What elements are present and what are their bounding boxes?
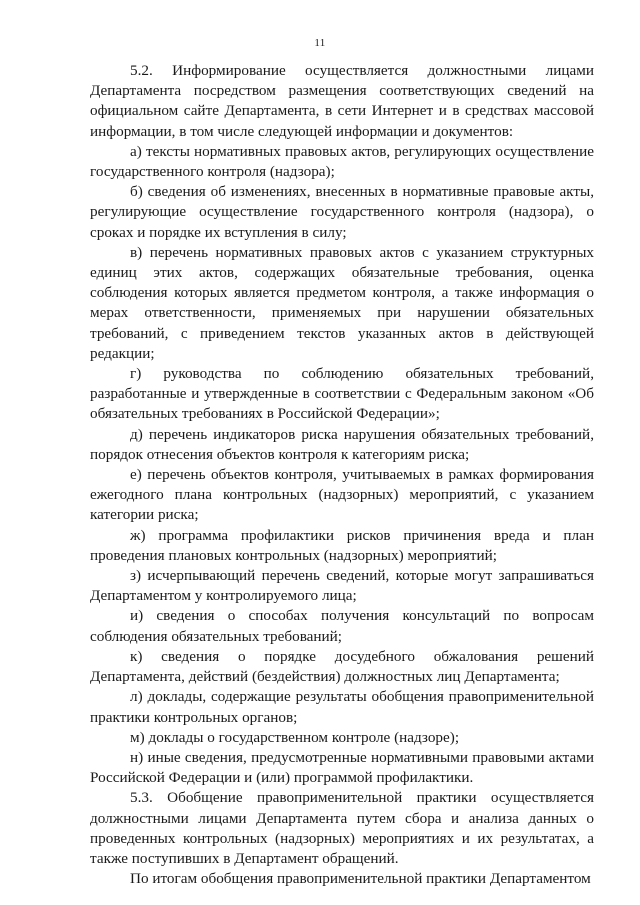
list-item-g: г) руководства по соблюдению обязательных требований, разработанные и утвержденные в соответствии с Федеральным законом «Об обязательных требованиях в Российской Федерации»; — [90, 365, 594, 423]
list-item-d: д) перечень индикаторов риска нарушения обязательных требований, порядок отнесения объектов контроля к категориям риска; — [90, 425, 594, 463]
list-item-i: и) сведения о способах получения консультаций по вопросам соблюдения обязательных требований; — [90, 607, 594, 645]
list-item-z: з) исчерпывающий перечень сведений, которые могут запрашиваться Департаментом у контролируемого лица; — [90, 567, 594, 605]
list-item-n: н) иные сведения, предусмотренные нормативными правовыми актами Российской Федерации и (или) программой профилактики. — [90, 748, 594, 787]
list-item-zh: ж) программа профилактики рисков причинения вреда и план проведения плановых контрольных (надзорных) мероприятий; — [90, 526, 594, 564]
list-item-l: л) доклады, содержащие результаты обобщения правоприменительной практики контрольных органов; — [90, 688, 594, 726]
page-number: 11 — [314, 37, 326, 49]
list-item-m: м) доклады о государственном контроле (надзоре); — [130, 728, 460, 746]
paragraph-5-3: 5.3. Обобщение правоприменительной практики осуществляется должностными лицами Департамента путем сбора и анализа данных о проведенных контрольных (надзорных) мероприятиях и их результатах, а также поступивших в Департамент обращений. — [90, 789, 594, 867]
list-item-b: б) сведения об изменениях, внесенных в нормативные правовые акты, регулирующие осуществление государственного контроля (надзора), о сроках и порядке их вступления в силу; — [90, 183, 594, 241]
list-item-k: к) сведения о порядке досудебного обжалования решений Департамента, действий (бездействия) должностных лиц Департамента; — [90, 647, 594, 686]
document-body — [90, 61, 594, 889]
paragraph-final: По итогам обобщения правоприменительной практики Департаментом — [130, 870, 591, 888]
list-item-v: в) перечень нормативных правовых актов с указанием структурных единиц этих актов, содержащих обязательные требования, оценка соблюдения которых является предметом контроля, а также информация о мерах ответственности, применяемых при нарушении обязательных требований, с приведением текстов указанных актов в действующей редакции; — [90, 243, 594, 362]
list-item-e: е) перечень объектов контроля, учитываемых в рамках формирования ежегодного плана контрольных (надзорных) мероприятий, с указанием категории риска; — [90, 466, 594, 524]
paragraph-5-2: 5.2. Информирование осуществляется должностными лицами Департамента посредством размещения соответствующих сведений на официальном сайте Департамента, в сети Интернет и в средствах массовой информации, в том числе следующей информации и документов: — [90, 62, 594, 140]
list-item-a: а) тексты нормативных правовых актов, регулирующих осуществление государственного контроля (надзора); — [90, 142, 594, 181]
